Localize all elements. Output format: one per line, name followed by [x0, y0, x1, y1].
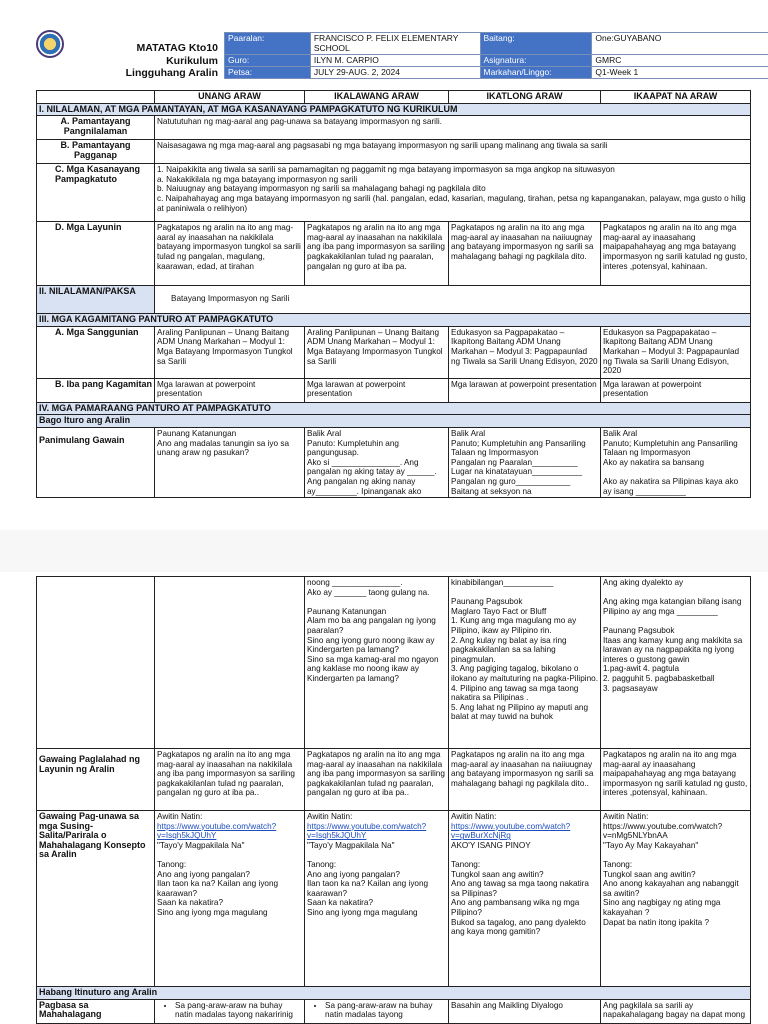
before-lesson-heading: Bago Ituro ang Aralin [37, 415, 751, 428]
header-row [225, 33, 768, 55]
quarter-week-label: Markahan/Linggo: [480, 67, 592, 79]
content-standard-label: A. Pamantayang Pangnilalaman [37, 116, 155, 140]
section-1-heading: I. NILALAMAN, AT MGA PAMANTAYAN, AT MGA KASANAYANG PAMPAGKATUTO NG KURIKULUM [37, 103, 751, 116]
other-materials-row [37, 378, 751, 402]
key-concepts-day-2: Awitin Natin: https://www.youtube.com/watch?v=Isqh5kJQUhY "Tayo'y Magpakilala Na" Tanong: Ano ang iyong pangalan? Ilan taon ka na? Kailan ang iyong kaarawan? Saan ka nakatira? Sino ang iyong mga magulang [305, 811, 449, 987]
references-label: A. Mga Sanggunian [37, 326, 155, 378]
opening-continued-row [37, 577, 751, 749]
objectives-label: D. Mga Layunin [37, 222, 155, 286]
teacher-label: Guro: [225, 55, 311, 67]
quarter-week-value: Q1-Week 1 [592, 67, 768, 79]
lesson-header [36, 30, 750, 80]
material-day-2: Mga larawan at powerpoint presentation [305, 378, 449, 402]
references-row [37, 326, 751, 378]
opening-cont-day-2: noong _______________. Ako ay _______ taong gulang na. Paunang Katanungan Alam mo ba ang pangalan ng iyong paaralan? Sino ang iyong guro noong ikaw ay Kindergarten pa lamang? Sino sa mga kamag-aral mo ngayon ang kaklase mo noong ikaw ay Kindergarten pa lamang? [305, 577, 449, 749]
during-lesson-heading: Habang Itinuturo ang Aralin [37, 987, 751, 1000]
reading-day-1: • Sa pang-araw-araw na buhay natin madalas tayong nakaririnig [155, 999, 305, 1023]
key-concepts-day-3: Awitin Natin: https://www.youtube.com/watch?v=gwBurXcNjRg AKO'Y ISANG PINOY Tanong: Tungkol saan ang awitin? Ano ang tawag sa mga taong nakatira sa Pilipinas? Ano ang pambansang wika ng mga Pilipino? Bukod sa tagalog, ano pang dyalekto ang kaya mong gamitin? [449, 811, 601, 987]
key-concepts-day-1: Awitin Natin: https://www.youtube.com/watch?v=Isqh5kJQUhY "Tayo'y Magpakilala Na" Tanong: Ano ang iyong pangalan? Ilan taon ka na? Kailan ang iyong kaarawan? Saan ka nakatira? Sino ang iyong mga magulang [155, 811, 305, 987]
day-1-header: UNANG ARAW [155, 91, 305, 104]
opening-cont-day-1 [155, 577, 305, 749]
header-title: MATATAG Kto10 Kurikulum Lingguhang Aralin [125, 42, 218, 79]
reference-day-2: Araling Panlipunan – Unang Baitang ADM Unang Markahan – Modyul 1: Mga Batayang Impormasyon Tungkol sa Sarili [305, 326, 449, 378]
reading-day-3: Basahin ang Maikling Diyalogo [449, 999, 601, 1023]
objective-day-3: Pagkatapos ng aralin na ito ang mga mag-aaral ay inaasahan na naiiuugnay ang batayang impormasyon ng sarili sa mahalagang bahagi ng pagkilala dito. [449, 222, 601, 286]
deped-seal-icon [36, 30, 64, 58]
opening-day-2: Balik Aral Panuto: Kumpletuhin ang pangungusap. Ako si _______________. Ang pangalan ng aking tatay ay ______. Ang pangalan ng aking nanay ay_________. Ipinanganak ako [305, 427, 449, 497]
page-gap [0, 530, 768, 572]
opening-cont-day-4: Ang aking dyalekto ay Ang aking mga katangian bilang isang Pilipino ay ang mga _________ Paunang Pagsubok Itaas ang kamay kung ang makikita sa larawan ay na nagpapakita ng iyong interes o gustong gawin 1.pag-awit 4. pagtula 2. pagguhit 5. pagbabasketball 3. pagsasayaw [601, 577, 751, 749]
song-video-link[interactable]: https://www.youtube.com/watch?v=Isqh5kJQUhY [157, 821, 277, 841]
section-3-heading: III. MGA KAGAMITANG PANTURO AT PAMPAGKATUTO [37, 314, 751, 327]
content-standard-text: Natututuhan ng mag-aaral ang pag-unawa sa batayang impormasyon ng sarili. [155, 116, 751, 140]
objective-statement-day-1: Pagkatapos ng aralin na ito ang mga mag-aaral ay inaasahan na nakikilala ang iba pang impormasyon sa sariling pagkakakilanlan tulad ng paaralan, pangalan ng guro at iba pa.. [155, 749, 305, 811]
reading-row [37, 999, 751, 1023]
reference-day-3: Edukasyon sa Pagpapakatao – Ikapitong Baitang ADM Unang Markahan – Modyul 3: Pagpapaunlad ng Tiwala sa Sarili Unang Edisyon, 2020 [449, 326, 601, 378]
objective-statement-day-3: Pagkatapos ng aralin na ito ang mga mag-aaral ay inaasahan na naiiuugnay ang batayang impormasyon ng sarili sa mahalagang bahagi ng pagkilala dito.. [449, 749, 601, 811]
objective-statement-row [37, 749, 751, 811]
material-day-4: Mga larawan at powerpoint presentation [601, 378, 751, 402]
opening-activity-row [37, 427, 751, 497]
competencies-text: 1. Naipakikita ang tiwala sa sarili sa pamamagitan ng paggamit ng mga batayang impormasyon sa mga angkop na situwasyon a. Nakakikilala ng mga batayang impormasyon ng sarili b. Naiuugnay ang batayang impormasyon ng sarili sa mahalagang bahagi ng pagkilala dito c. Naipahahayag ang mga batayang impormasyon ng sarili (hal. pangalan, edad, kasarian, magulang, tirahan, petsa ng kapanganakan, palayaw, mga gusto o hilig at paniniwala o relihiyon) [155, 164, 751, 222]
reference-day-4: Edukasyon sa Pagpapakatao – Ikapitong Baitang ADM Unang Markahan – Modyul 3: Pagpapaunlad ng Tiwala sa Sarili Unang Edisyon, 2020 [601, 326, 751, 378]
reference-day-1: Araling Panlipunan – Unang Baitang ADM Unang Markahan – Modyul 1: Mga Batayang Impormasyon Tungkol sa Sarili [155, 326, 305, 378]
subject-value: GMRC [592, 55, 768, 67]
day-4-header: IKAAPAT NA ARAW [601, 91, 751, 104]
section-4-heading: IV. MGA PAMARAANG PANTURO AT PAMPAGKATUTO [37, 402, 751, 415]
reading-day-4: Ang pagkilala sa sarili ay napakahalagang bagay na dapat mong [601, 999, 751, 1023]
header-info-grid [224, 32, 768, 79]
opening-day-3: Balik Aral Panuto; Kumpletuhin ang Pansariling Talaan ng Impormasyon Pangalan ng Paaralan__________ Lugar na kinatatayuan___________ Pangalan ng guro____________ Baitang at seksyon na [449, 427, 601, 497]
objectives-row [37, 222, 751, 286]
competencies-row [37, 164, 751, 222]
performance-standard-label: B. Pamantayang Pagganap [37, 140, 155, 164]
key-concepts-label: Gawaing Pag-unawa sa mga Susing-Salita/Parirala o Mahahalagang Konsepto sa Aralin [37, 811, 155, 987]
performance-standard-row [37, 140, 751, 164]
other-materials-label: B. Iba pang Kagamitan [37, 378, 155, 402]
objective-day-4: Pagkatapos ng aralin na ito ang mga mag-aaral ay inaasahang maipapahahayag ang mga batayang impormasyon ng sarili katulad ng gusto, interes ,potensyal, kahinaan. [601, 222, 751, 286]
competencies-label: C. Mga Kasanayang Pampagkatuto [37, 164, 155, 222]
performance-standard-text: Naisasagawa ng mga mag-aaral ang pagsasabi ng mga batayang impormasyon ng sarili upang malinang ang tiwala sa sarili [155, 140, 751, 164]
lesson-plan-table [36, 90, 751, 498]
objective-day-1: Pagkatapos ng aralin na ito ang mag-aaral ay inaasahan na nakikilala batayang impormasyon tungkol sa sarili tulad ng pangalan, magulang, kaarawan, edad, at tirahan [155, 222, 305, 286]
date-label: Petsa: [225, 67, 311, 79]
date-value: JULY 29-AUG. 2, 2024 [310, 67, 480, 79]
key-concepts-row [37, 811, 751, 987]
objective-statement-day-4: Pagkatapos ng aralin na ito ang mga mag-aaral ay inaasahang maipapahahayag ang mga batayang impormasyon ng sarili katulad ng gusto, interes ,potensyal, kahinaan. [601, 749, 751, 811]
subject-label: Asignatura: [480, 55, 592, 67]
reading-day-2: • Sa pang-araw-araw na buhay natin madalas tayong [305, 999, 449, 1023]
grade-label: Baitang: [480, 33, 592, 55]
song-video-link[interactable]: https://www.youtube.com/watch?v=Isqh5kJQUhY [307, 821, 427, 841]
reading-label: Pagbasa sa Mahahalagang [37, 999, 155, 1023]
day-2-header: IKALAWANG ARAW [305, 91, 449, 104]
lesson-plan-table-continued [36, 576, 751, 1024]
topic-label: II. NILALAMAN/PAKSA [37, 286, 155, 314]
objective-day-2: Pagkatapos ng aralin na ito ang mga mag-aaral ay inaasahan na nakikilala ang iba pang impormasyon sa sariling pagkakakilanlan tulad ng paaralan, pangalan ng guro at iba pa. [305, 222, 449, 286]
header-row [225, 67, 768, 79]
material-day-1: Mga larawan at powerpoint presentation [155, 378, 305, 402]
opening-cont-day-3: kinabibilangan___________ Paunang Pagsubok Maglaro Tayo Fact or Bluff 1. Kung ang mga magulang mo ay Pilipino, ikaw ay Pilipino rin. 2. Ang kulay ng balat ay isa ring pagkakakilanlan sa sa lahing pinagmulan. 3. Ang pagiging tagalog, bikolano o ilokano ay maituturing na pagka-Pilipino. 4. Pilipino ang tawag sa mga taong nakatira sa Pilipinas . 5. Ang lahat ng Pilipino ay maputi ang balat at may tuwid na buhok [449, 577, 601, 749]
day-3-header: IKATLONG ARAW [449, 91, 601, 104]
grade-value: One:GUYABANO [592, 33, 768, 55]
objective-statement-day-2: Pagkatapos ng aralin na ito ang mga mag-aaral ay inaasahan na nakikilala ang iba pang impormasyon sa sariling pagkakakilanlan tulad ng paaralan, pangalan ng guro at iba pa.. [305, 749, 449, 811]
opening-day-1: Paunang Katanungan Ano ang madalas tanungin sa iyo sa unang araw ng pasukan? [155, 427, 305, 497]
opening-activity-label: Panimulang Gawain [37, 427, 155, 497]
day-header-row [37, 91, 751, 104]
school-label: Paaralan: [225, 33, 311, 55]
teacher-value: ILYN M. CARPIO [310, 55, 480, 67]
objective-statement-label: Gawaing Paglalahad ng Layunin ng Aralin [37, 749, 155, 811]
school-value: FRANCISCO P. FELIX ELEMENTARY SCHOOL [310, 33, 480, 55]
topic-row [37, 286, 751, 314]
content-standard-row [37, 116, 751, 140]
page-2 [0, 572, 768, 1024]
opening-day-4: Balik Aral Panuto; Kumpletuhin ang Pansariling Talaan ng Impormasyon Ako ay nakatira sa bansang Ako ay nakatira sa Pilipinas kaya ako ay isang ___________ [601, 427, 751, 497]
song-video-link[interactable]: https://www.youtube.com/watch?v=gwBurXcNjRg [451, 821, 571, 841]
topic-text: Batayang Impormasyon ng Sarili [155, 286, 751, 314]
key-concepts-day-4: Awitin Natin: https://www.youtube.com/watch?v=nMg5NLYbnAA "Tayo Ay May Kakayahan" Tanong: Tungkol saan ang awitin? Ano anong kakayahan ang nabanggit sa awitin? Sino ang nagbigay ng ating mga kakayahan ? Dapat ba natin itong ipakita ? [601, 811, 751, 987]
material-day-3: Mga larawan at powerpoint presentation [449, 378, 601, 402]
header-row [225, 55, 768, 67]
